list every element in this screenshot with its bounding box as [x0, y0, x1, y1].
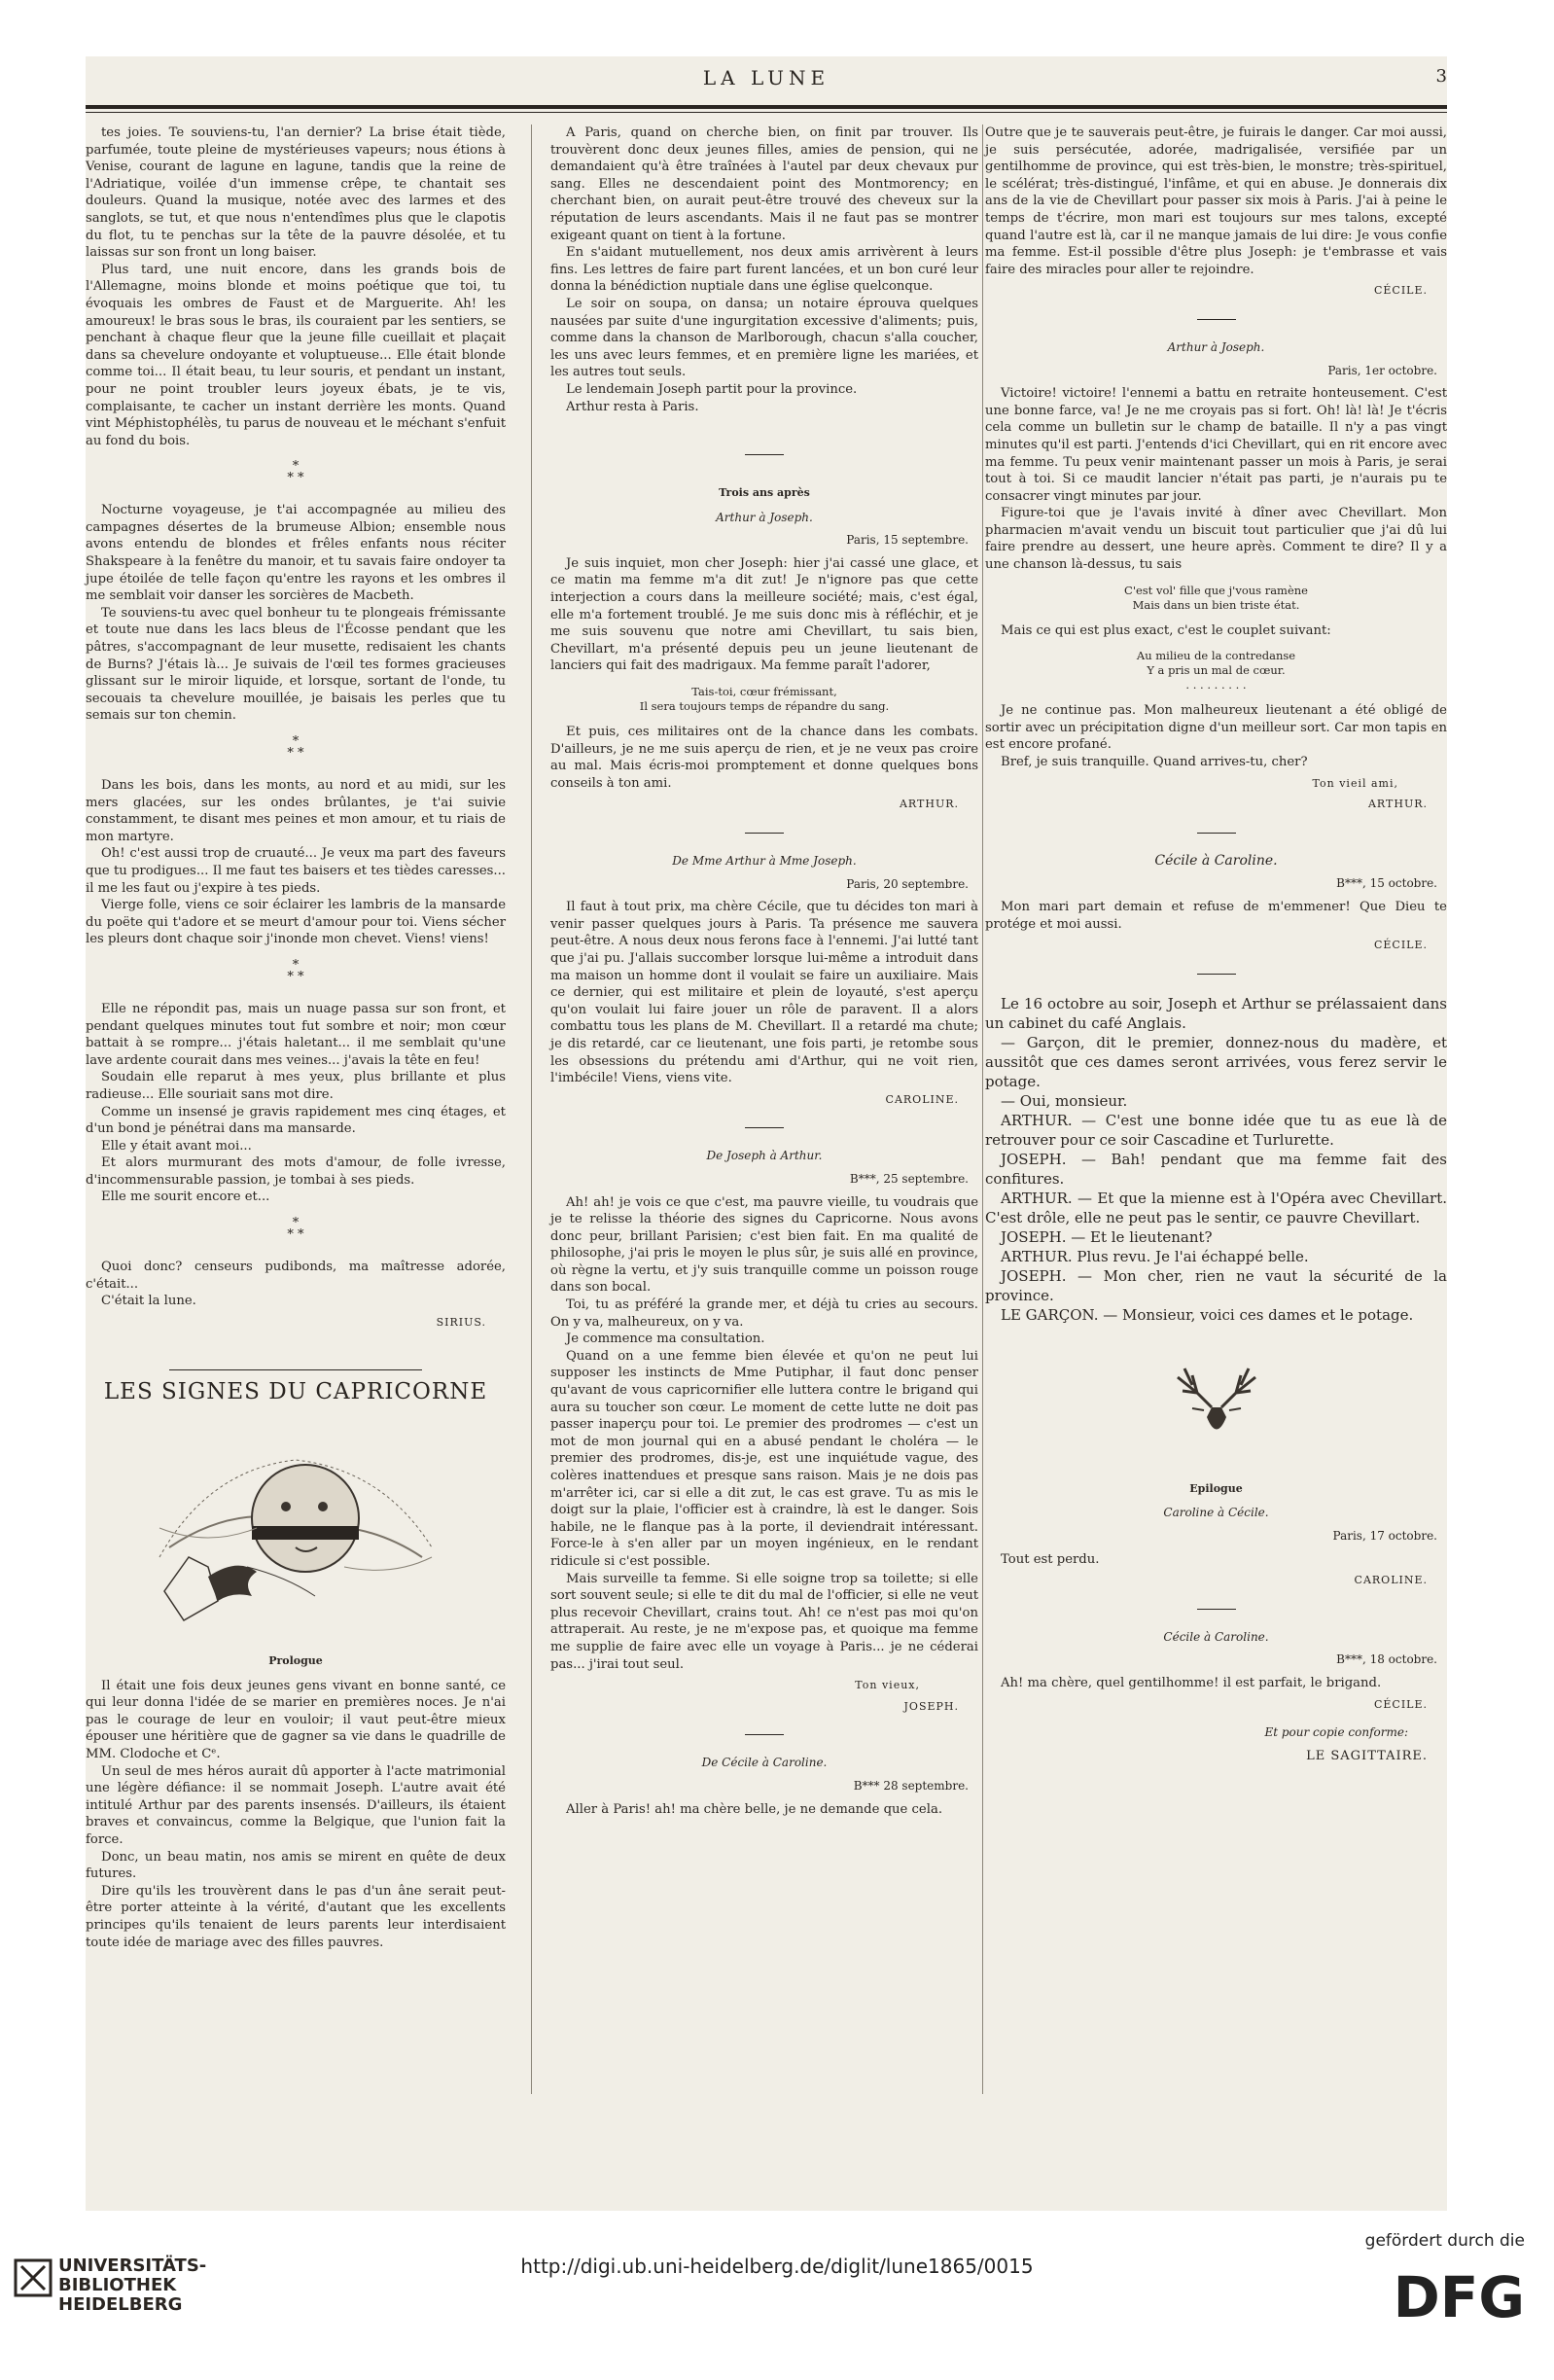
paragraph: Quand on a une femme bien élevée et qu'on ne peut lui supposer les instincts de Mme Putiphar, il faut donc penser qu'avant de vous capricornifier elle luttera contre le brigand qui aura su toucher son cœur. Le moment de cette lutte ne doit pas passer inaperçu pour toi. Le premier des prodromes — c'est un mot de mon journal qui en a abusé pendant le choléra — le premier des prodromes, dis-je, est une inquiétude vague, des colères inattendues et presque sans raison. Mais je ne dois pas m'arrêter ici, car si elle a dit zut, le cas est grave. Tu as mis le doigt sur la plaie, l'officier est à craindre, là est le danger. Sois habile, ne le flanque pas à la porte, il deviendrait intéressant. Force-le à s'en aller par un moyen ingénieux, en le rendant ridicule si c'est possible. — [550, 1348, 978, 1569]
paragraph: Le soir on soupa, on dansa; un notaire éprouva quelques nausées par suite d'une ingurgitation excessive d'aliments; puis, comme dans la chanson de Marlborough, chacun s'alla coucher, les uns avec leurs femmes, et en première ligne les mariées, et les autres tout seuls. — [550, 296, 978, 380]
paragraph: Toi, tu as préféré la grande mer, et déjà tu cries au secours. On y va, malheureux, on y va. — [550, 1297, 978, 1330]
header-rule-thin — [86, 112, 1447, 113]
letter-date: Paris, 1er octobre. — [1327, 363, 1437, 377]
library-footer — [0, 2218, 1554, 2380]
letter-heading: Arthur à Joseph. — [1167, 339, 1265, 354]
signature: CAROLINE. — [885, 1092, 959, 1106]
verse — [550, 685, 978, 714]
letter-date: Paris, 20 septembre. — [846, 876, 969, 891]
ellipsis-line: . . . . . . . . . — [1185, 678, 1247, 693]
letter-date: B***, 18 octobre. — [1336, 1652, 1437, 1667]
page-number: 3 — [1435, 66, 1447, 87]
paragraph: Elle ne répondit pas, mais un nuage passa sur son front, et pendant quelques minutes tout fut sombre et noir; mon cœur battait à se rompre... j'étais haletant... il me semblait qu'une lave ardente courait dans mes veines... j'avais la tête en feu! — [86, 1001, 506, 1068]
paragraph: En s'aidant mutuellement, nos deux amis arrivèrent à leurs fins. Les lettres de faire part furent lancées, et un bon curé leur donna la bénédiction nuptiale dans une église quelconque. — [550, 245, 978, 295]
letter-heading: Caroline à Cécile. — [1163, 1506, 1269, 1520]
paragraph: C'était la lune. — [101, 1294, 196, 1309]
paragraph: Bref, je suis tranquille. Quand arrives-tu, cher? — [1001, 755, 1308, 770]
paragraph: Le 16 octobre au soir, Joseph et Arthur se prélassaient dans un cabinet du café Anglais. — [985, 994, 1447, 1032]
illustration-caption: Prologue — [268, 1654, 323, 1668]
paragraph: Ah! ma chère, quel gentilhomme! il est parfait, le brigand. — [1001, 1675, 1382, 1690]
paragraph: Elle y était avant moi... — [101, 1138, 252, 1154]
paragraph: Aller à Paris! ah! ma chère belle, je ne demande que cela. — [566, 1801, 943, 1817]
paragraph: Il était une fois deux jeunes gens vivant en bonne santé, ce qui leur donna l'idée de se marier en premières noces. Je n'ai pas le courage de leur en vouloir; il vaut peut-être mieux épouser une héritière que de gagner sa vie dans le quadrille de MM. Clodoche et Cᵉ. — [86, 1678, 506, 1761]
paragraph: Figure-toi que je l'avais invité à dîner avec Chevillart. Mon pharmacien m'avait vendu un biscuit tout particulier que j'ai dû lui faire prendre au dessert, une heure après. Comment te dire? Il y a une chanson là-dessus, tu sais — [985, 506, 1447, 573]
column-divider — [531, 124, 532, 2094]
paragraph: ARTHUR. Plus revu. Je l'ai échappé belle. — [1001, 1247, 1309, 1265]
newspaper-page — [86, 56, 1447, 2211]
paragraph: Je ne continue pas. Mon malheureux lieutenant a été obligé de sortir avec un précipitation digne d'un meilleur sort. Car mon tapis en est encore profané. — [985, 703, 1447, 753]
header-rule — [86, 105, 1447, 109]
paragraph: Elle me sourit encore et... — [101, 1190, 270, 1205]
paragraph: Mais surveille ta femme. Si elle soigne trop sa toilette; si elle sort souvent seule; si elle te dit du mal de l'officier, si elle ne veut plus recevoir Chevillart, crains tout. Ah! ce n'est pas moi qu'on attraperait. Au reste, je ne m'expose pas, et quoique ma femme me supplie de faire avec elle un voyage à Paris... je ne céderai pas... j'irai tout seul. — [550, 1571, 978, 1672]
paragraph: Tout est perdu. — [1001, 1551, 1100, 1567]
letter-date: Paris, 15 septembre. — [846, 533, 969, 548]
paragraph: — Oui, monsieur. — [1001, 1091, 1128, 1110]
section-heading: Epilogue — [1189, 1481, 1243, 1495]
verse-line: Il sera toujours temps de répandre du sang. — [639, 699, 890, 714]
signature: JOSEPH. — [903, 1699, 959, 1713]
letter-date: Paris, 17 octobre. — [1332, 1528, 1437, 1543]
divider — [1197, 833, 1236, 834]
paragraph: Je suis inquiet, mon cher Joseph: hier j'ai cassé une glace, et ce matin ma femme m'a dit zut! Je n'ignore pas que cette interjection a cours dans la meilleure société; mais, c'est égal, elle m'a fortement troublé. Je me suis donc mis à réfléchir, et je me suis souvenu que notre ami Chevillart, tu sais bien, Chevillart, m'a présenté depuis peu un jeune lieutenant de lanciers qui fait des madrigaux. Ma femme paraît l'adorer, — [550, 555, 978, 674]
column-3 — [985, 124, 1447, 1764]
asterism: * * * — [287, 734, 304, 761]
paragraph: Nocturne voyageuse, je t'ai accompagnée au milieu des campagnes désertes de la brumeuse Albion; ensemble nous avons entendu de blondes et frêles enfants nous réciter Shakspeare à la fenêtre du manoir, et tu savais faire ondoyer ta jupe étoilée de telle façon qu'entre les rayons et les ombres il me semblait voir danser les sorcières de Macbeth. — [86, 503, 506, 604]
paragraph: Oh! c'est aussi trop de cruauté... Je veux ma part des faveurs que tu prodigues... Il me faut tes baisers et tes tièdes caresses... il me les faut ou j'expire à tes pieds. — [86, 846, 506, 896]
section-heading: Trois ans après — [719, 486, 810, 500]
paragraph: Dans les bois, dans les monts, au nord et au midi, sur les mers glacées, sur les ondes brûlantes, je t'ai suivie constamment, te disant mes peines et mon amour, et tu riais de mon martyre. — [86, 778, 506, 844]
section-title: LES SIGNES DU CAPRICORNE — [103, 1379, 488, 1405]
paragraph: Te souviens-tu avec quel bonheur tu te plongeais frémissante et toute nue dans les lacs bleus de l'Écosse pendant que les pâtres, s'accompagnant de leur musette, redisaient les chants de Burns? J'étais là... Je suivais de l'œil tes formes gracieuses glissant sur le miroir liquide, et lorsque, sortant de l'onde, tu secouais ta chevelure mouillée, je baisais les perles que tu semais sur ton chemin. — [86, 605, 506, 724]
paragraph: Vierge folle, viens ce soir éclairer les lambris de la mansarde du poëte qui t'adore et se meurt d'amour pour toi. Viens sécher les pleurs dont chaque soir j'inonde mon chevet. Viens! viens! — [86, 898, 506, 947]
divider — [745, 833, 784, 834]
paragraph: JOSEPH. — Bah! pendant que ma femme fait des confitures. — [985, 1150, 1447, 1188]
column-2 — [550, 124, 978, 1818]
asterism: * * * — [287, 1216, 304, 1243]
paragraph: Arthur resta à Paris. — [566, 399, 699, 414]
signature: ARTHUR. — [899, 798, 959, 811]
signature: SIRIUS. — [436, 1315, 486, 1329]
paragraph: Je commence ma consultation. — [566, 1332, 765, 1347]
letter-heading: De Joseph à Arthur. — [706, 1149, 823, 1163]
paragraph: Soudain elle reparut à mes yeux, plus brillante et plus radieuse... Elle souriait sans mot dire. — [86, 1070, 506, 1102]
letter-heading: Cécile à Caroline. — [1154, 852, 1278, 869]
journal-title: LA LUNE — [702, 66, 830, 89]
signature: CAROLINE. — [1354, 1574, 1428, 1587]
paragraph: Mon mari part demain et refuse de m'emmener! Que Dieu te protége et moi aussi. — [985, 900, 1447, 932]
paragraph: Dire qu'ils les trouvèrent dans le pas d'un âne serait peut-être porter atteinte à la vérité, d'autant que les excellents principes qu'ils tenaient de leurs parents leur interdisaient toute idée de mariage avec des filles pauvres. — [86, 1883, 506, 1950]
divider — [169, 1369, 422, 1370]
divider — [1197, 319, 1236, 320]
divider — [745, 1127, 784, 1128]
source-url[interactable]: http://digi.ub.uni-heidelberg.de/diglit/lune1865/0015 — [520, 2255, 1034, 2278]
paragraph: Victoire! victoire! l'ennemi a battu en retraite honteusement. C'est une bonne farce, va! Je ne me croyais pas si fort. Oh! là! là! Je t'écris cela comme un bulletin sur le champ de bataille. Il n'y a pas vingt minutes qu'il est parti. J'entends d'ici Chevillart, qui en rit encore avec ma femme. Tu peux venir maintenant passer un mois à Paris, je serai tout à toi. Si ce maudit lancier n'était pas parti, je n'aurais pu te consacrer vingt minutes par jour. — [985, 386, 1447, 504]
divider — [745, 454, 784, 455]
paragraph: ARTHUR. — C'est une bonne idée que tu as eue là de retrouver pour ce soir Cascadine et Turlurette. — [985, 1111, 1447, 1149]
paragraph: ARTHUR. — Et que la mienne est à l'Opéra avec Chevillart. C'est drôle, elle ne peut pas le sentir, ce pauvre Chevillart. — [985, 1189, 1447, 1226]
paragraph: JOSEPH. — Mon cher, rien ne vaut la sécurité de la province. — [985, 1266, 1447, 1304]
paragraph: Comme un insensé je gravis rapidement mes cinq étages, et d'un bond je pénétrai dans ma mansarde. — [86, 1104, 506, 1137]
paragraph: JOSEPH. — Et le lieutenant? — [1001, 1227, 1213, 1246]
verse-line: C'est vol' fille que j'vous ramène — [1124, 583, 1308, 597]
signature: CÉCILE. — [1373, 939, 1428, 952]
letter-heading: Arthur à Joseph. — [716, 510, 813, 524]
paragraph: Et alors murmurant des mots d'amour, de folle ivresse, d'incommensurable passion, je tombai à ses pieds. — [86, 1155, 506, 1188]
divider — [1197, 974, 1236, 975]
closing-note: Et pour copie conforme: — [1264, 1725, 1408, 1740]
column-1 — [86, 124, 506, 1951]
paragraph: Quoi donc? censeurs pudibonds, ma maîtresse adorée, c'était... — [86, 1260, 506, 1292]
letter-date: B***, 15 octobre. — [1336, 876, 1437, 891]
verse-line: Tais-toi, cœur frémissant, — [691, 685, 837, 699]
signature: CÉCILE. — [1373, 1697, 1428, 1711]
verse — [985, 649, 1447, 693]
paragraph: Plus tard, une nuit encore, dans les grands bois de l'Allemagne, moins blonde et moins poétique que toi, tu évoquais les ombres de Faust et de Marguerite. Ah! les amoureux! le bras sous le bras, ils couraient par les sentiers, se penchant à chaque fleur que la jeune fille cueillait et plaçait dans sa chevelure ondoyante et voluptueuse... Elle était blonde comme toi... Il était beau, tu leur souris, et pendant un instant, pour ne point troubler leurs joyeux ébats, je te vis, complaisante, te cacher un instant derrière les monts. Quand vint Méphistophélès, tu parus de nouveau et le méchant s'enfuit au fond du bois. — [86, 262, 506, 448]
signature: CÉCILE. — [1373, 284, 1428, 298]
closing-signature: LE SAGITTAIRE. — [1306, 1748, 1428, 1763]
paragraph: Mais ce qui est plus exact, c'est le couplet suivant: — [1001, 622, 1331, 638]
letter-heading: De Cécile à Caroline. — [701, 1756, 828, 1770]
library-name: UNIVERSITÄTS- BIBLIOTHEK HEIDELBERG — [58, 2256, 207, 2315]
paragraph: — Garçon, dit le premier, donnez-nous du madère, et aussitôt que ces dames seront arrivées, vous ferez servir le potage. — [985, 1033, 1447, 1090]
paragraph: Et puis, ces militaires ont de la chance dans les combats. D'ailleurs, je ne me suis aperçu de rien, et je ne veux pas croire au mal. Mais écris-moi promptement et donne quelques bons conseils à ton ami. — [550, 725, 978, 791]
asterism: * * * — [287, 957, 304, 984]
verse-line: Y a pris un mal de cœur. — [1147, 663, 1286, 678]
paragraph: Donc, un beau matin, nos amis se mirent en quête de deux futures. — [86, 1849, 506, 1882]
paragraph: Un seul de mes héros aurait dû apporter à l'acte matrimonial une légère défiance: il se nommait Joseph. L'autre avait été intitulé Arthur par des parents insensés. D'ailleurs, ils étaient braves et convaincus, comme la Belgique, que l'union fait la force. — [86, 1763, 506, 1847]
paragraph: Le lendemain Joseph partit pour la province. — [566, 381, 858, 397]
paragraph: Outre que je te sauverais peut-être, je fuirais le danger. Car moi aussi, je suis persécutée, adorée, madrigalisée, versifiée par un gentilhomme de province, qui est très-bien, le monstre; très-spirituel, le scélérat; très-distingué, l'infâme, et qui en abuse. Je donnerais dix ans de la vie de Chevillart pour passer six mois à Paris. J'ai à peine le temps de t'écrire, mon mari est toujours sur mes talons, excepté quand l'autre est là, car il ne manque jamais de lui dire: Je vous confie ma femme. Est-il possible d'être plus Joseph: je t'embrasse et vais faire des miracles pour aller te rejoindre. — [985, 125, 1447, 277]
column-divider — [982, 124, 983, 2094]
divider — [1197, 1609, 1236, 1610]
moon-bat-illustration — [150, 1411, 441, 1645]
verse-line: Au milieu de la contredanse — [1136, 649, 1296, 663]
divider — [745, 1734, 784, 1735]
dfg-logo: DFG — [1393, 2264, 1525, 2330]
letter-date: B***, 25 septembre. — [849, 1171, 969, 1186]
verse — [985, 584, 1447, 613]
letter-closing: Ton vieux, — [855, 1679, 920, 1692]
signature: ARTHUR. — [1367, 798, 1428, 811]
stag-head-icon — [1163, 1364, 1270, 1451]
paragraph: tes joies. Te souviens-tu, l'an dernier? La brise était tiède, parfumée, toute pleine de mystérieuses vapeurs; nous étions à Venise, courant de lagune en lagune, tandis que la reine de l'Adriatique, voilée d'un immense crêpe, te chantait ses douleurs. Quand la musique, notée avec des larmes et des sanglots, se tut, et que nous n'entendîmes plus que le clapotis du flot, tu te penchas sur la tête de la pauvre désolée, et tu laissas sur son front un long baiser. — [86, 125, 506, 261]
letter-heading: De Mme Arthur à Mme Joseph. — [672, 854, 857, 868]
paragraph: Ah! ah! je vois ce que c'est, ma pauvre vieille, tu voudrais que je te relisse la théorie des signes du Capricorne. Nous avons donc peur, brillant Parisien; c'est bien fait. En ma qualité de philosophe, j'ai pris le moyen le plus sûr, je suis allé en province, où règne la vertu, et j'y suis tranquille comme un poisson rouge dans son bocal. — [550, 1194, 978, 1296]
letter-closing: Ton vieil ami, — [1312, 776, 1398, 790]
asterism: * * * — [287, 459, 304, 486]
paragraph: A Paris, quand on cherche bien, on finit par trouver. Ils trouvèrent donc deux jeunes filles, amies de pension, qui ne demandaient qu'à être traînées à l'autel par deux chevaux pur sang. Elles ne descendaient point des Montmorency; en cherchant bien, on aurait peut-être trouvé des cheveux sur la réputation de leurs ascendants. Mais il ne faut pas se montrer exigeant quant on tient à la fortune. — [550, 125, 978, 243]
verse-line: Mais dans un bien triste état. — [1132, 597, 1300, 612]
funding-note: gefördert durch die — [1364, 2231, 1525, 2251]
paragraph: LE GARÇON. — Monsieur, voici ces dames et le potage. — [1001, 1305, 1414, 1324]
page-header — [86, 66, 1447, 95]
letter-heading: Cécile à Caroline. — [1163, 1629, 1269, 1644]
dialogue — [985, 994, 1447, 1325]
letter-date: B*** 28 septembre. — [853, 1778, 969, 1793]
paragraph: Il faut à tout prix, ma chère Cécile, que tu décides ton mari à venir passer quelques jours à Paris. Ta présence me sauvera peut-être. A nous deux nous ferons face à l'ennemi. J'ai lutté tant que j'ai pu. J'allais succomber lorsque lui-même a introduit dans ma maison un homme dont il voulait se faire un auxiliaire. Mais ce dernier, qui est militaire et plein de loyauté, s'est aperçu qu'on voulait lui faire jouer un rôle de paravent. Il a alors combattu tous les plans de M. Chevillart. Il a retardé ma chute; je dis retardé, car ce lieutenant, une fois parti, je retombe sous les obsessions du prétendu ami d'Arthur, qui ne voit rien, l'imbécile! Viens, viens vite. — [550, 900, 978, 1086]
